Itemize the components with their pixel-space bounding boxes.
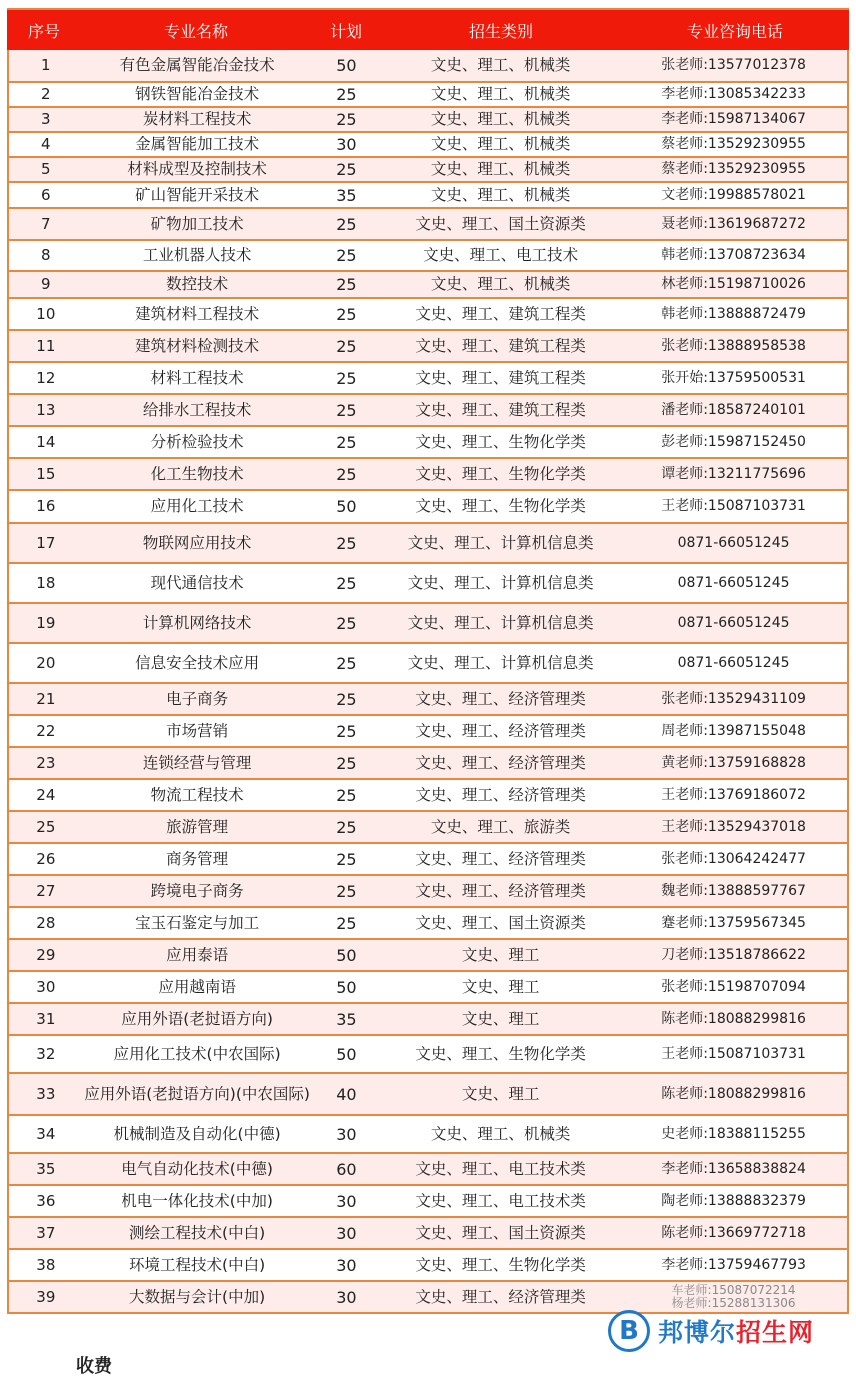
cell-major: 大数据与会计(中加)	[129, 1287, 266, 1306]
cell-major: 有色金属智能冶金技术	[119, 56, 275, 74]
cell-plan: 25	[336, 689, 357, 709]
table-row	[7, 1250, 849, 1282]
cell-plan: 25	[336, 160, 357, 179]
cell-major: 计算机网络技术	[142, 613, 252, 632]
cell-category: 文史、理工、机械类	[430, 85, 571, 103]
cell-phone: 张老师:13064242477	[661, 850, 806, 867]
cell-category: 文史、理工、生物化学类	[415, 1044, 586, 1063]
cell-category: 文史、理工、计算机信息类	[407, 653, 594, 672]
cell-category: 文史、理工、机械类	[430, 135, 571, 153]
cell-category: 文史、理工、机械类	[430, 1124, 571, 1143]
table-row	[7, 644, 849, 684]
watermark-text	[658, 1313, 814, 1349]
cell-phone: 蹇老师:13759567345	[661, 914, 806, 931]
cell-category: 文史、理工、计算机信息类	[407, 573, 594, 592]
cell-category: 文史、理工	[461, 945, 540, 964]
cell-major: 应用化工技术	[150, 497, 244, 515]
cell-category: 文史、理工、建筑工程类	[415, 400, 586, 419]
table-row	[7, 83, 849, 108]
cell-category: 文史、理工、经济管理类	[415, 753, 586, 772]
cell-phone: 蔡老师:13529230955	[661, 136, 806, 152]
cell-category: 文史、理工	[461, 1084, 540, 1103]
cell-no: 31	[36, 1009, 56, 1028]
cell-plan: 30	[336, 1223, 357, 1243]
cell-plan: 25	[336, 85, 357, 104]
cell-plan: 35	[336, 1009, 357, 1029]
table-body	[7, 50, 849, 1314]
table-row	[7, 133, 849, 158]
cell-no: 2	[41, 85, 51, 103]
table-row	[7, 158, 849, 183]
table-row	[7, 844, 849, 876]
table-row	[7, 716, 849, 748]
cell-phone: 张老师:13577012378	[661, 57, 806, 73]
cell-no: 32	[36, 1044, 56, 1063]
cell-major: 现代通信技术	[150, 573, 244, 592]
cell-major: 电子商务	[166, 689, 229, 708]
cell-plan: 25	[336, 613, 357, 633]
cell-no: 34	[36, 1124, 56, 1143]
cell-major: 炭材料工程技术	[142, 110, 252, 128]
cell-phone: 0871-66051245	[677, 534, 790, 551]
cell-plan: 25	[336, 573, 357, 593]
cell-phone: 王老师:13529437018	[661, 818, 806, 835]
cell-category: 文史、理工、机械类	[430, 56, 571, 74]
cell-phone: 史老师:18388115255	[661, 1125, 806, 1142]
cell-plan: 25	[336, 400, 357, 420]
watermark-text-b: 招生网	[736, 1318, 815, 1347]
cell-no: 27	[36, 881, 56, 900]
cell-phone: 李老师:13658838824	[661, 1160, 806, 1177]
cell-plan: 25	[336, 533, 357, 553]
cell-phone: 李老师:15987134067	[661, 111, 806, 127]
cell-phone: 林老师:15198710026	[661, 276, 806, 292]
cell-major: 物联网应用技术	[142, 533, 252, 552]
cell-plan: 25	[336, 785, 357, 805]
cell-category: 文史、理工、国土资源类	[415, 913, 586, 932]
cell-plan: 30	[336, 1287, 357, 1307]
cell-category: 文史、理工、机械类	[430, 110, 571, 128]
cell-no: 23	[36, 753, 56, 772]
table-row	[7, 209, 849, 241]
cell-plan: 25	[336, 817, 357, 837]
cell-major: 应用化工技术(中农国际)	[113, 1044, 281, 1063]
cell-phone: 0871-66051245	[677, 574, 790, 591]
cell-plan: 50	[336, 945, 357, 965]
cell-phone: 魏老师:13888597767	[661, 882, 806, 899]
table-row	[7, 812, 849, 844]
cell-phone: 张老师:13888958538	[661, 337, 806, 354]
table-row	[7, 1116, 849, 1154]
cell-phone: 文老师:19988578021	[661, 186, 806, 203]
cell-plan: 25	[336, 304, 357, 324]
cell-plan: 25	[336, 721, 357, 741]
cell-no: 20	[36, 653, 56, 672]
table-row	[7, 363, 849, 395]
cell-phone-1: 车老师:15087072214	[671, 1283, 796, 1297]
cell-major: 数控技术	[166, 275, 229, 293]
header-no: 序号	[27, 21, 60, 41]
cell-phone: 谭老师:13211775696	[661, 465, 806, 482]
cell-no: 35	[36, 1159, 56, 1178]
cell-phone: 黄老师:13759168828	[661, 754, 806, 771]
cell-major: 物流工程技术	[150, 785, 244, 804]
cell-no: 28	[36, 913, 56, 932]
table-row	[7, 604, 849, 644]
table-row	[7, 299, 849, 331]
cell-plan: 30	[336, 1191, 357, 1211]
table-row	[7, 272, 849, 299]
cell-category: 文史、理工、经济管理类	[415, 721, 586, 740]
table-row	[7, 1004, 849, 1036]
cell-plan: 40	[336, 1084, 357, 1104]
cell-plan: 25	[336, 753, 357, 773]
cell-phone: 聂老师:13619687272	[661, 215, 806, 232]
table-row	[7, 491, 849, 524]
cell-category: 文史、理工、国土资源类	[415, 1223, 586, 1242]
cell-category: 文史、理工	[461, 977, 540, 996]
cell-no: 24	[36, 785, 56, 804]
cell-no: 36	[36, 1191, 56, 1210]
cell-category: 文史、理工、建筑工程类	[415, 336, 586, 355]
cell-category: 文史、理工、经济管理类	[415, 689, 586, 708]
footer-heading: 收费	[76, 1356, 112, 1377]
cell-plan: 30	[336, 135, 357, 154]
cell-plan: 25	[336, 464, 357, 484]
cell-plan: 25	[336, 275, 357, 294]
cell-phone: 王老师:13769186072	[661, 786, 806, 803]
cell-no: 25	[36, 817, 56, 836]
cell-major: 化工生物技术	[150, 464, 244, 483]
cell-plan: 35	[336, 185, 357, 205]
cell-phone: 潘老师:18587240101	[661, 401, 806, 418]
cell-category: 文史、理工、经济管理类	[415, 785, 586, 804]
cell-phone: 李老师:13085342233	[661, 86, 806, 102]
cell-phone: 李老师:13759467793	[661, 1256, 806, 1273]
table-row	[7, 459, 849, 491]
cell-plan: 50	[336, 977, 357, 997]
watermark	[608, 1308, 848, 1354]
cell-no: 1	[41, 56, 51, 74]
cell-no: 29	[36, 945, 56, 964]
cell-major: 跨境电子商务	[150, 881, 244, 900]
cell-phone: 0871-66051245	[677, 614, 790, 631]
cell-phone: 韩老师:13888872479	[661, 305, 806, 322]
cell-category: 文史、理工、国土资源类	[415, 214, 586, 233]
cell-category: 文史、理工、生物化学类	[415, 1255, 586, 1274]
cell-major: 宝玉石鉴定与加工	[135, 913, 260, 932]
cell-no: 22	[36, 721, 56, 740]
cell-no: 15	[36, 464, 56, 483]
watermark-text-a: 邦博尔	[658, 1318, 737, 1347]
cell-phone	[620, 1284, 847, 1310]
cell-no: 19	[36, 613, 56, 632]
cell-major: 工业机器人技术	[142, 246, 252, 264]
cell-phone: 陈老师:18088299816	[661, 1010, 806, 1027]
cell-phone: 韩老师:13708723634	[661, 247, 806, 263]
cell-plan: 25	[336, 214, 357, 234]
cell-plan: 25	[336, 336, 357, 356]
table-row	[7, 427, 849, 459]
cell-no: 17	[36, 533, 56, 552]
table-row	[7, 183, 849, 209]
cell-category: 文史、理工、电工技术类	[415, 1159, 586, 1178]
cell-no: 33	[36, 1084, 56, 1103]
cell-category: 文史、理工、计算机信息类	[407, 533, 594, 552]
table-row	[7, 780, 849, 812]
cell-major: 环境工程技术(中白)	[129, 1255, 266, 1274]
cell-plan: 50	[336, 497, 357, 516]
cell-major: 应用外语(老挝语方向)	[121, 1009, 273, 1028]
cell-category: 文史、理工、生物化学类	[415, 497, 586, 515]
cell-category: 文史、理工、计算机信息类	[407, 613, 594, 632]
cell-plan: 25	[336, 881, 357, 901]
cell-no: 39	[36, 1287, 56, 1306]
cell-phone: 王老师:15087103731	[661, 1045, 806, 1062]
cell-no: 13	[36, 400, 56, 419]
table-row	[7, 908, 849, 940]
cell-no: 4	[41, 135, 51, 153]
cell-major: 旅游管理	[166, 817, 229, 836]
table-row	[7, 241, 849, 272]
cell-no: 18	[36, 573, 56, 592]
cell-category: 文史、理工、经济管理类	[415, 1287, 586, 1306]
table-row	[7, 524, 849, 564]
cell-plan: 25	[336, 653, 357, 673]
table-row	[7, 748, 849, 780]
cell-category: 文史、理工、旅游类	[430, 817, 571, 836]
cell-major: 电气自动化技术(中德)	[121, 1159, 273, 1178]
table-row	[7, 564, 849, 604]
cell-major: 建筑材料工程技术	[135, 304, 260, 323]
cell-plan: 50	[336, 1044, 357, 1064]
table-row	[7, 108, 849, 133]
cell-no: 12	[36, 368, 56, 387]
cell-major: 连锁经营与管理	[142, 753, 252, 772]
cell-phone: 0871-66051245	[677, 654, 790, 671]
cell-no: 8	[41, 246, 51, 264]
cell-plan: 50	[336, 56, 357, 75]
table-row	[7, 331, 849, 363]
cell-no: 26	[36, 849, 56, 868]
table-row	[7, 1218, 849, 1250]
table-row	[7, 1036, 849, 1074]
header-major: 专业名称	[163, 21, 228, 41]
cell-plan: 30	[336, 1255, 357, 1275]
cell-phone: 陈老师:18088299816	[661, 1085, 806, 1102]
cell-no: 16	[36, 497, 56, 515]
table-row	[7, 395, 849, 427]
cell-plan: 25	[336, 246, 357, 265]
cell-major: 建筑材料检测技术	[135, 336, 260, 355]
cell-major: 矿山智能开采技术	[135, 185, 260, 204]
cell-major: 给排水工程技术	[142, 400, 252, 419]
cell-plan: 25	[336, 849, 357, 869]
cell-plan: 25	[336, 913, 357, 933]
cell-phone: 刀老师:13518786622	[661, 946, 806, 963]
header-category: 招生类别	[468, 21, 533, 41]
table-row	[7, 1186, 849, 1218]
table-row	[7, 1154, 849, 1186]
table-row	[7, 1074, 849, 1116]
table-row	[7, 50, 849, 83]
cell-no: 30	[36, 977, 56, 996]
table-header	[7, 10, 849, 50]
watermark-logo-icon: B	[608, 1310, 650, 1352]
cell-major: 机械制造及自动化(中德)	[113, 1124, 281, 1143]
cell-category: 文史、理工、机械类	[430, 160, 571, 178]
cell-category: 文史、理工、电工技术类	[415, 1191, 586, 1210]
cell-category: 文史、理工、电工技术	[423, 246, 579, 264]
cell-phone: 陶老师:13888832379	[661, 1192, 806, 1209]
cell-no: 7	[41, 214, 51, 233]
cell-major: 应用越南语	[158, 977, 236, 996]
cell-category: 文史、理工、建筑工程类	[415, 304, 586, 323]
cell-category: 文史、理工、生物化学类	[415, 432, 586, 451]
cell-major: 金属智能加工技术	[135, 135, 260, 153]
cell-category: 文史、理工、经济管理类	[415, 881, 586, 900]
header-plan: 计划	[329, 21, 362, 41]
table-row	[7, 940, 849, 972]
cell-category: 文史、理工、经济管理类	[415, 849, 586, 868]
cell-no: 21	[36, 689, 56, 708]
cell-phone: 彭老师:15987152450	[661, 433, 806, 450]
cell-phone-2: 杨老师:15288131306	[671, 1296, 796, 1310]
cell-major: 材料成型及控制技术	[127, 160, 267, 178]
cell-major: 应用泰语	[166, 945, 229, 964]
admissions-table	[7, 8, 849, 1314]
cell-phone: 张老师:15198707094	[661, 978, 806, 995]
cell-phone: 周老师:13987155048	[661, 722, 806, 739]
cell-no: 14	[36, 432, 56, 451]
cell-major: 材料工程技术	[150, 368, 244, 387]
table-row	[7, 684, 849, 716]
cell-category: 文史、理工	[461, 1009, 540, 1028]
cell-major: 矿物加工技术	[150, 214, 244, 233]
cell-phone: 张开始:13759500531	[661, 369, 806, 386]
cell-plan: 25	[336, 110, 357, 129]
cell-category: 文史、理工、生物化学类	[415, 464, 586, 483]
cell-phone: 蔡老师:13529230955	[661, 161, 806, 177]
cell-no: 6	[41, 185, 51, 204]
cell-no: 38	[36, 1255, 56, 1274]
cell-major: 分析检验技术	[150, 432, 244, 451]
cell-category: 文史、理工、建筑工程类	[415, 368, 586, 387]
cell-category: 文史、理工、机械类	[430, 275, 571, 293]
cell-no: 37	[36, 1223, 56, 1242]
cell-plan: 60	[336, 1159, 357, 1179]
cell-major: 应用外语(老挝语方向)(中农国际)	[84, 1084, 310, 1103]
cell-no: 5	[41, 160, 51, 178]
cell-major: 机电一体化技术(中加)	[121, 1191, 273, 1210]
cell-plan: 30	[336, 1124, 357, 1144]
cell-plan: 25	[336, 368, 357, 388]
cell-major: 测绘工程技术(中白)	[129, 1223, 266, 1242]
cell-no: 9	[41, 275, 51, 293]
cell-major: 商务管理	[166, 849, 229, 868]
cell-phone: 张老师:13529431109	[661, 690, 806, 707]
cell-category: 文史、理工、机械类	[430, 185, 571, 204]
table-row	[7, 972, 849, 1004]
cell-phone: 陈老师:13669772718	[661, 1224, 806, 1241]
cell-phone: 王老师:15087103731	[661, 498, 806, 514]
cell-major: 钢铁智能冶金技术	[135, 85, 260, 103]
cell-no: 3	[41, 110, 51, 128]
cell-major: 信息安全技术应用	[135, 653, 260, 672]
cell-no: 11	[36, 336, 56, 355]
table-row	[7, 876, 849, 908]
cell-plan: 25	[336, 432, 357, 452]
cell-major: 市场营销	[166, 721, 229, 740]
cell-no: 10	[36, 304, 56, 323]
header-phone: 专业咨询电话	[686, 21, 783, 41]
